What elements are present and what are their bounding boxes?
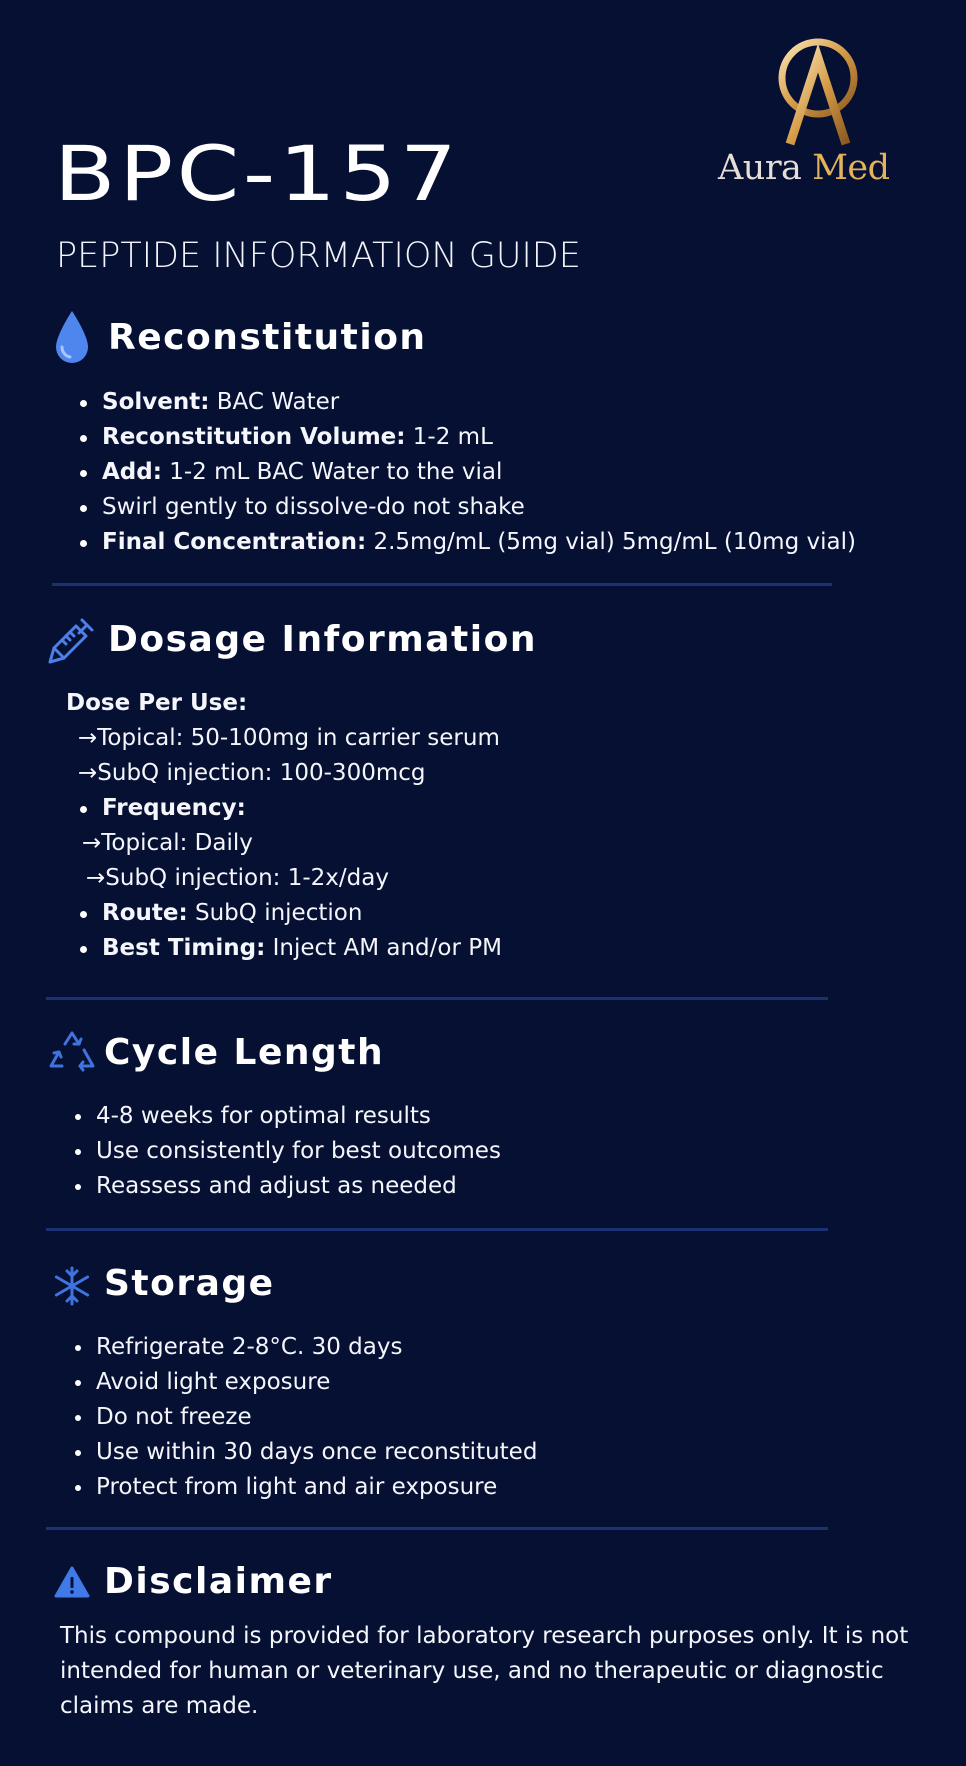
list-item: Reconstitution Volume: 1-2 mL [102, 420, 856, 455]
list-item: Swirl gently to dissolve-do not shake [102, 490, 856, 525]
logo-wordmark [718, 148, 918, 188]
droplet-icon [54, 309, 90, 365]
list-item: Solvent: BAC Water [102, 385, 856, 420]
section-divider [46, 1228, 828, 1231]
storage-heading: Storage [104, 1263, 275, 1304]
list-item: Use within 30 days once reconstituted [96, 1435, 537, 1470]
list-item: Protect from light and air exposure [96, 1470, 537, 1505]
brand-logo [712, 36, 922, 196]
section-divider [46, 997, 828, 1000]
route-timing-list [102, 896, 502, 966]
list-item: Best Timing: Inject AM and/or PM [102, 931, 502, 966]
page-title: BPC-157 [54, 129, 461, 218]
list-item: Do not freeze [96, 1400, 537, 1435]
page-subtitle: PEPTIDE INFORMATION GUIDE [56, 236, 581, 276]
list-item: Add: 1-2 mL BAC Water to the vial [102, 455, 856, 490]
storage-list [96, 1330, 537, 1505]
reconstitution-list [102, 385, 856, 560]
section-divider [52, 583, 832, 586]
dosage-heading: Dosage Information [108, 619, 537, 660]
cycle-heading: Cycle Length [104, 1032, 385, 1073]
list-item: Refrigerate 2-8°C. 30 days [96, 1330, 537, 1365]
snowflake-icon [52, 1266, 92, 1306]
dose-line-topical: →Topical: 50-100mg in carrier serum [78, 725, 500, 751]
logo-word-aura: Aura [718, 148, 802, 188]
warning-icon [54, 1566, 90, 1598]
recycle-icon [48, 1030, 96, 1074]
list-item: Frequency: [102, 791, 246, 826]
frequency-list [102, 791, 246, 826]
list-item: Avoid light exposure [96, 1365, 537, 1400]
logo-mark-icon [762, 36, 872, 148]
frequency-line-topical: →Topical: Daily [82, 830, 253, 856]
frequency-line-subq: →SubQ injection: 1-2x/day [86, 865, 389, 891]
list-item: Final Concentration: 2.5mg/mL (5mg vial) 5mg/mL (10mg vial) [102, 525, 856, 560]
logo-word-med: Med [812, 148, 890, 188]
dose-line-subq: →SubQ injection: 100-300mcg [78, 760, 426, 786]
list-item: Use consistently for best outcomes [96, 1134, 501, 1169]
reconstitution-heading: Reconstitution [108, 317, 427, 358]
disclaimer-text: This compound is provided for laboratory research purposes only. It is not intended for human or veterinary use, and no therapeutic or diagnostic claims are made. [60, 1623, 909, 1719]
cycle-list [96, 1099, 501, 1204]
disclaimer-heading: Disclaimer [104, 1561, 333, 1602]
section-divider [46, 1527, 828, 1530]
list-item: 4-8 weeks for optimal results [96, 1099, 501, 1134]
dose-per-use-label: Dose Per Use: [66, 690, 248, 716]
list-item: Route: SubQ injection [102, 896, 502, 931]
list-item: Reassess and adjust as needed [96, 1169, 501, 1204]
syringe-icon [46, 614, 98, 666]
